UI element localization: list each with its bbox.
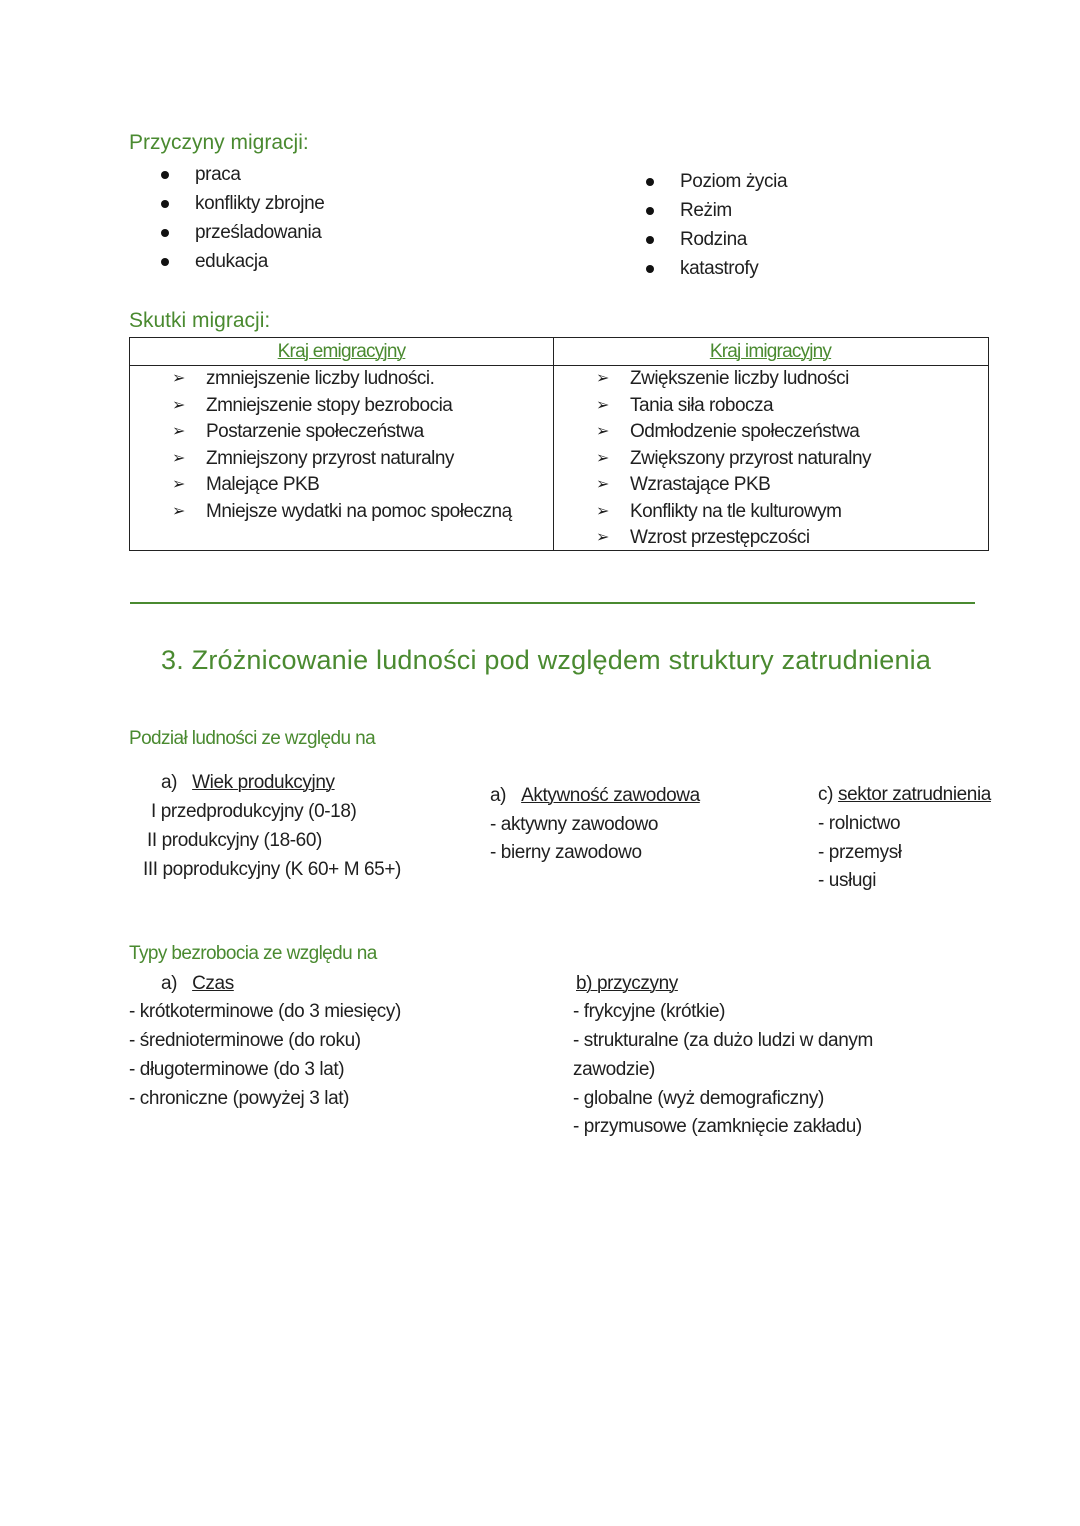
emigration-list	[172, 366, 542, 525]
cause-item-2: - strukturalne (za dużo ludzi w danym	[573, 1030, 873, 1051]
arrow-bullet-icon: ➢	[172, 476, 185, 493]
sector-heading	[818, 780, 991, 809]
arrow-bullet-icon: ➢	[596, 370, 609, 387]
time-heading	[161, 969, 234, 998]
causes-title: Przyczyny migracji:	[129, 131, 309, 154]
list-item: katastrofy	[646, 254, 946, 283]
causes-right-list	[646, 167, 946, 283]
activity-heading	[490, 781, 700, 810]
activity-label: Aktywność zawodowa	[521, 785, 700, 806]
division-title: Podział ludności ze względu na	[129, 728, 376, 749]
table-row: ➢ Malejące PKB	[172, 472, 542, 499]
table-row: ➢ Zwiększenie liczby ludności	[596, 366, 976, 393]
list-item: prześladowania	[161, 218, 461, 247]
causes-left-list	[161, 160, 461, 276]
arrow-bullet-icon: ➢	[596, 396, 609, 414]
bullet-icon	[161, 258, 169, 266]
age-item-3: III poprodukcyjny (K 60+ M 65+)	[143, 859, 401, 880]
table-row: ➢ Wzrost przestępczości	[596, 525, 976, 552]
list-item: edukacja	[161, 247, 461, 276]
list-item: konflikty zbrojne	[161, 189, 461, 218]
time-label: Czas	[192, 973, 234, 994]
sector-marker: c)	[818, 784, 834, 805]
emigration-header: Kraj emigracyjny	[277, 341, 406, 362]
activity-marker: a)	[490, 785, 507, 806]
section-number: 3.	[161, 645, 184, 675]
table-row: ➢ Mniejsze wydatki na pomoc społeczną	[172, 499, 542, 526]
bullet-icon	[646, 207, 654, 215]
list-item: praca	[161, 160, 461, 189]
age-item-1: I przedprodukcyjny (0-18)	[151, 801, 357, 822]
unemployment-title: Typy bezrobocia ze względu na	[129, 943, 377, 964]
bullet-icon	[161, 200, 169, 208]
bullet-icon	[646, 265, 654, 273]
table-divider	[553, 338, 554, 550]
age-marker: a)	[161, 772, 178, 793]
activity-item-1: - aktywny zawodowo	[490, 814, 659, 835]
section-3-heading	[161, 645, 931, 676]
effects-title: Skutki migracji:	[129, 309, 271, 332]
arrow-bullet-icon: ➢	[596, 476, 609, 493]
arrow-bullet-icon: ➢	[172, 396, 185, 414]
arrow-bullet-icon: ➢	[596, 423, 609, 440]
cause-item-4: - przymusowe (zamknięcie zakładu)	[573, 1116, 862, 1137]
arrow-bullet-icon: ➢	[172, 370, 185, 387]
arrow-bullet-icon: ➢	[596, 502, 609, 520]
bullet-icon	[646, 236, 654, 244]
causes-type-heading: b) przyczyny	[576, 973, 678, 994]
time-marker: a)	[161, 973, 178, 994]
arrow-bullet-icon: ➢	[172, 423, 185, 440]
effects-table	[129, 337, 989, 551]
table-row: ➢ Wzrastające PKB	[596, 472, 976, 499]
immigration-header: Kraj imigracyjny	[709, 341, 832, 362]
arrow-bullet-icon: ➢	[596, 529, 609, 546]
list-item: Reżim	[646, 196, 946, 225]
cause-item-2-cont: zawodzie)	[573, 1059, 655, 1080]
list-item: Poziom życia	[646, 167, 946, 196]
bullet-icon	[646, 178, 654, 186]
table-row: ➢ Tania siła robocza	[596, 393, 976, 420]
table-row: ➢ Postarzenie społeczeństwa	[172, 419, 542, 446]
table-row: ➢ Konflikty na tle kulturowym	[596, 499, 976, 526]
arrow-bullet-icon: ➢	[172, 502, 185, 520]
bullet-icon	[161, 171, 169, 179]
section-divider	[130, 602, 975, 604]
sector-item-3: - usługi	[818, 870, 877, 891]
list-item: Rodzina	[646, 225, 946, 254]
age-heading	[161, 768, 335, 797]
table-row: ➢ Odmłodzenie społeczeństwa	[596, 419, 976, 446]
bullet-icon	[161, 229, 169, 237]
arrow-bullet-icon: ➢	[596, 449, 609, 467]
time-item-3: - długoterminowe (do 3 lat)	[129, 1059, 345, 1080]
age-item-2: II produkcyjny (18-60)	[147, 830, 322, 851]
table-row: ➢ Zmniejszony przyrost naturalny	[172, 446, 542, 473]
sector-item-2: - przemysł	[818, 842, 902, 863]
age-label: Wiek produkcyjny	[192, 772, 335, 793]
arrow-bullet-icon: ➢	[172, 449, 185, 467]
immigration-list	[596, 366, 976, 552]
cause-item-3: - globalne (wyż demograficzny)	[573, 1088, 824, 1109]
sector-item-1: - rolnictwo	[818, 813, 901, 834]
cause-item-1: - frykcyjne (krótkie)	[573, 1001, 726, 1022]
table-row: ➢ Zwiększony przyrost naturalny	[596, 446, 976, 473]
time-item-4: - chroniczne (powyżej 3 lat)	[129, 1088, 350, 1109]
sector-label: sektor zatrudnienia	[838, 784, 991, 805]
table-row: ➢ Zmniejszenie stopy bezrobocia	[172, 393, 542, 420]
activity-item-2: - bierny zawodowo	[490, 842, 642, 863]
time-item-2: - średnioterminowe (do roku)	[129, 1030, 361, 1051]
table-row: ➢ zmniejszenie liczby ludności.	[172, 366, 542, 393]
time-item-1: - krótkoterminowe (do 3 miesięcy)	[129, 1001, 401, 1022]
section-title: Zróżnicowanie ludności pod względem struktury zatrudnienia	[191, 645, 932, 675]
